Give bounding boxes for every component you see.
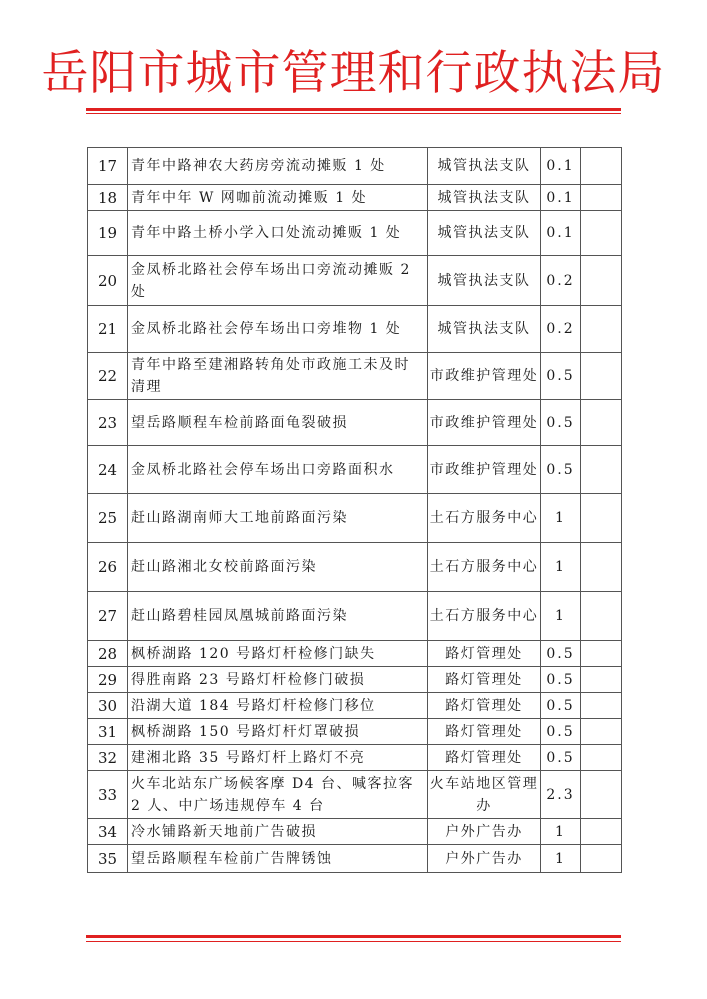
header-divider-thick — [86, 108, 621, 111]
table-row — [88, 771, 622, 819]
responsible-department: 城管执法支队 — [428, 211, 541, 256]
remarks-cell — [581, 494, 622, 543]
issue-description: 赶山路湖南师大工地前路面污染 — [128, 494, 428, 543]
table-row — [88, 148, 622, 185]
deduction-score: 0.5 — [541, 719, 581, 745]
row-number: 23 — [88, 400, 128, 446]
deduction-score: 0.1 — [541, 185, 581, 211]
remarks-cell — [581, 306, 622, 353]
page-title: 岳阳市城市管理和行政执法局 — [41, 46, 666, 101]
footer-divider-thick — [86, 935, 621, 938]
table-row — [88, 819, 622, 845]
row-number: 22 — [88, 353, 128, 400]
issue-description: 望岳路顺程车检前路面龟裂破损 — [128, 400, 428, 446]
responsible-department: 路灯管理处 — [428, 641, 541, 667]
deduction-score: 1 — [541, 494, 581, 543]
deduction-score: 0.5 — [541, 353, 581, 400]
issue-description: 金凤桥北路社会停车场出口旁路面积水 — [128, 446, 428, 494]
remarks-cell — [581, 543, 622, 592]
responsible-department: 市政维护管理处 — [428, 446, 541, 494]
deduction-score: 1 — [541, 845, 581, 873]
remarks-cell — [581, 400, 622, 446]
row-number: 27 — [88, 592, 128, 641]
responsible-department: 市政维护管理处 — [428, 400, 541, 446]
table-row — [88, 306, 622, 353]
issue-description: 沿湖大道 184 号路灯杆检修门移位 — [128, 693, 428, 719]
row-number: 32 — [88, 745, 128, 771]
table-row — [88, 211, 622, 256]
responsible-department: 城管执法支队 — [428, 256, 541, 306]
header-divider-thin — [86, 113, 621, 114]
responsible-department: 户外广告办 — [428, 845, 541, 873]
responsible-department: 城管执法支队 — [428, 185, 541, 211]
remarks-cell — [581, 819, 622, 845]
deduction-score: 0.2 — [541, 306, 581, 353]
remarks-cell — [581, 693, 622, 719]
deduction-score: 0.1 — [541, 211, 581, 256]
deduction-score: 0.5 — [541, 667, 581, 693]
table-row — [88, 693, 622, 719]
row-number: 24 — [88, 446, 128, 494]
row-number: 21 — [88, 306, 128, 353]
responsible-department: 路灯管理处 — [428, 693, 541, 719]
responsible-department: 土石方服务中心 — [428, 543, 541, 592]
deduction-score: 1 — [541, 543, 581, 592]
deduction-score: 1 — [541, 592, 581, 641]
table-row — [88, 256, 622, 306]
issue-description: 金凤桥北路社会停车场出口旁流动摊贩 2 处 — [128, 256, 428, 306]
deduction-score: 0.1 — [541, 148, 581, 185]
row-number: 20 — [88, 256, 128, 306]
row-number: 31 — [88, 719, 128, 745]
row-number: 35 — [88, 845, 128, 873]
row-number: 28 — [88, 641, 128, 667]
responsible-department: 火车站地区管理办 — [428, 771, 541, 819]
issue-description: 赶山路湘北女校前路面污染 — [128, 543, 428, 592]
responsible-department: 户外广告办 — [428, 819, 541, 845]
remarks-cell — [581, 771, 622, 819]
remarks-cell — [581, 256, 622, 306]
remarks-cell — [581, 719, 622, 745]
issue-description: 金凤桥北路社会停车场出口旁堆物 1 处 — [128, 306, 428, 353]
row-number: 25 — [88, 494, 128, 543]
deduction-score: 2.3 — [541, 771, 581, 819]
responsible-department: 土石方服务中心 — [428, 592, 541, 641]
remarks-cell — [581, 592, 622, 641]
row-number: 17 — [88, 148, 128, 185]
table-row — [88, 845, 622, 873]
row-number: 18 — [88, 185, 128, 211]
table-row — [88, 543, 622, 592]
issue-description: 枫桥湖路 150 号路灯杆灯罩破损 — [128, 719, 428, 745]
row-number: 26 — [88, 543, 128, 592]
table-row — [88, 494, 622, 543]
deduction-score: 0.5 — [541, 745, 581, 771]
responsible-department: 路灯管理处 — [428, 719, 541, 745]
table-row — [88, 446, 622, 494]
table-row — [88, 667, 622, 693]
deduction-score: 1 — [541, 819, 581, 845]
issue-description: 青年中路土桥小学入口处流动摊贩 1 处 — [128, 211, 428, 256]
table-row — [88, 400, 622, 446]
table-row — [88, 185, 622, 211]
remarks-cell — [581, 185, 622, 211]
issue-description: 得胜南路 23 号路灯杆检修门破损 — [128, 667, 428, 693]
remarks-cell — [581, 745, 622, 771]
responsible-department: 城管执法支队 — [428, 148, 541, 185]
remarks-cell — [581, 211, 622, 256]
remarks-cell — [581, 845, 622, 873]
remarks-cell — [581, 667, 622, 693]
row-number: 29 — [88, 667, 128, 693]
table-row — [88, 353, 622, 400]
issue-description: 望岳路顺程车检前广告牌锈蚀 — [128, 845, 428, 873]
issue-description: 青年中年 W 网咖前流动摊贩 1 处 — [128, 185, 428, 211]
violation-table — [87, 147, 622, 873]
remarks-cell — [581, 446, 622, 494]
row-number: 30 — [88, 693, 128, 719]
remarks-cell — [581, 641, 622, 667]
issue-description: 枫桥湖路 120 号路灯杆检修门缺失 — [128, 641, 428, 667]
responsible-department: 城管执法支队 — [428, 306, 541, 353]
responsible-department: 路灯管理处 — [428, 667, 541, 693]
deduction-score: 0.2 — [541, 256, 581, 306]
table-row — [88, 592, 622, 641]
deduction-score: 0.5 — [541, 693, 581, 719]
table-row — [88, 745, 622, 771]
issue-description: 冷水铺路新天地前广告破损 — [128, 819, 428, 845]
responsible-department: 土石方服务中心 — [428, 494, 541, 543]
row-number: 33 — [88, 771, 128, 819]
issue-description: 青年中路神农大药房旁流动摊贩 1 处 — [128, 148, 428, 185]
issue-description: 青年中路至建湘路转角处市政施工未及时清理 — [128, 353, 428, 400]
issue-description: 建湘北路 35 号路灯杆上路灯不亮 — [128, 745, 428, 771]
row-number: 19 — [88, 211, 128, 256]
issue-description: 火车北站东广场候客摩 D4 台、喊客拉客 2 人、中广场违规停车 4 台 — [128, 771, 428, 819]
responsible-department: 市政维护管理处 — [428, 353, 541, 400]
deduction-score: 0.5 — [541, 446, 581, 494]
remarks-cell — [581, 148, 622, 185]
deduction-score: 0.5 — [541, 641, 581, 667]
issue-description: 赶山路碧桂园凤凰城前路面污染 — [128, 592, 428, 641]
responsible-department: 路灯管理处 — [428, 745, 541, 771]
footer-divider-thin — [86, 941, 621, 942]
deduction-score: 0.5 — [541, 400, 581, 446]
table-row — [88, 719, 622, 745]
remarks-cell — [581, 353, 622, 400]
table-row — [88, 641, 622, 667]
row-number: 34 — [88, 819, 128, 845]
